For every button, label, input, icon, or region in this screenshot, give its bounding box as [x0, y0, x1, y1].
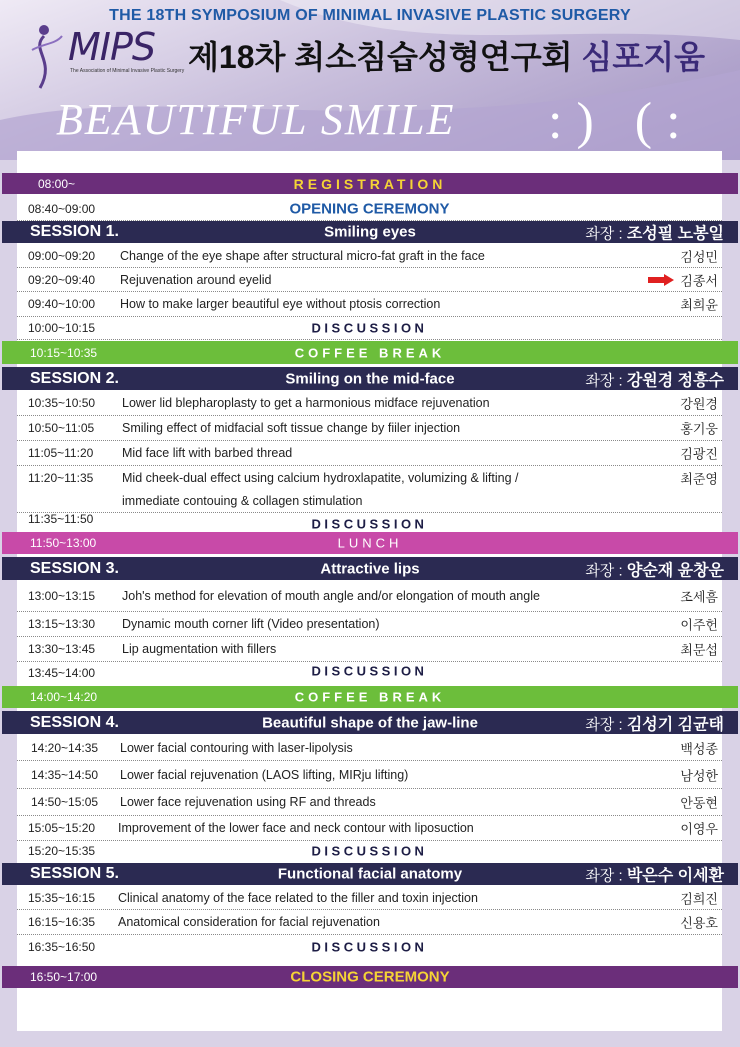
talk-row: [17, 416, 722, 441]
discussion-time: 15:20~15:35: [28, 844, 96, 858]
talk-title: Joh's method for elevation of mouth angle and/or elongation of mouth angle: [122, 589, 540, 603]
break-time: 11:50~13:00: [30, 536, 97, 550]
break-label: COFFEE BREAK: [294, 689, 446, 705]
session-chairs: 좌장 : 강원경 정흥수: [585, 372, 724, 389]
talk-row: [17, 244, 722, 268]
session-title: Beautiful shape of the jaw-line: [262, 714, 478, 731]
talk-row: [17, 581, 722, 612]
korean-title-accent: 심포지움: [581, 39, 706, 75]
talk-time: 09:40~10:00: [28, 297, 96, 311]
discussion-time: 16:35~16:50: [28, 940, 96, 954]
talk-time: 10:50~11:05: [28, 421, 95, 435]
registration-time: 08:00~: [38, 176, 76, 191]
talk-time: 11:20~11:35: [28, 471, 94, 485]
talk-row: [17, 268, 722, 292]
talk-speaker: 백성종: [680, 741, 718, 756]
talk-row: [17, 910, 722, 935]
session-chairs: 좌장 : 김성기 김균태: [585, 716, 724, 733]
discussion-row: [17, 513, 722, 531]
session-chairs: 좌장 : 조성필 노봉일: [585, 225, 724, 243]
talk-title: Improvement of the lower face and neck contour with liposuction: [118, 821, 474, 835]
discussion-label: DISCUSSION: [311, 320, 428, 336]
session-number: SESSION 2.: [30, 369, 119, 387]
session-number: SESSION 5.: [30, 865, 119, 882]
talk-time: 14:35~14:50: [31, 767, 99, 782]
opening-time: 08:40~09:00: [28, 201, 96, 216]
talk-time: 10:35~10:50: [28, 396, 96, 410]
session-title: Attractive lips: [320, 560, 420, 577]
talk-time: 16:15~16:35: [28, 915, 96, 929]
talk-time: 14:50~15:05: [31, 795, 99, 809]
discussion-label: DISCUSSION: [311, 843, 428, 859]
talk-speaker: 신용호: [680, 915, 718, 931]
discussion-row: [17, 317, 722, 340]
talk-title: Rejuvenation around eyelid: [120, 272, 272, 287]
talk-time: 13:00~13:15: [28, 589, 96, 603]
talk-speaker: 이영우: [680, 821, 718, 837]
discussion-row: [17, 662, 722, 684]
talk-title: Mid face lift with barbed thread: [122, 446, 293, 460]
talk-speaker: 김희진: [680, 891, 718, 906]
session-number: SESSION 4.: [30, 713, 119, 731]
talk-title: Lower facial rejuvenation (LAOS lifting, MIRju lifting): [120, 767, 409, 782]
talk-time: 15:35~16:15: [28, 890, 96, 905]
session-2-header: [2, 367, 738, 390]
discussion-row: [17, 841, 722, 861]
session-chairs: 좌장 : 양순재 윤창운: [585, 562, 724, 579]
session-number: SESSION 3.: [30, 559, 119, 577]
tagline: BEAUTIFUL SMILE: [56, 95, 456, 144]
talk-time: 13:15~13:30: [28, 617, 96, 631]
talk-speaker: 김종서: [680, 273, 718, 288]
talk-title: Lip augmentation with fillers: [122, 642, 277, 656]
break-time: 14:00~14:20: [30, 690, 98, 704]
talk-title: Lower lid blepharoplasty to get a harmonious midface rejuvenation: [122, 396, 490, 410]
discussion-row: [17, 935, 722, 959]
closing-strip: [2, 966, 738, 988]
talk-title: Mid cheek-dual effect using calcium hydroxlapatite, volumizing & lifting /: [122, 471, 519, 485]
talk-time: 09:00~09:20: [28, 248, 96, 263]
talk-time: 13:30~13:45: [28, 642, 96, 656]
talk-time: 15:05~15:20: [28, 821, 96, 835]
talk-title: Smiling effect of midfacial soft tissue change by fiiler injection: [122, 421, 461, 435]
talk-row: [17, 391, 722, 416]
talk-title: Clinical anatomy of the face related to the filler and toxin injection: [118, 890, 478, 905]
talk-row: [17, 612, 722, 637]
session-3-header: [2, 557, 738, 580]
talk-time: 11:05~11:20: [28, 446, 94, 460]
coffee-break-strip: [2, 341, 738, 364]
break-label: COFFEE BREAK: [294, 345, 446, 360]
discussion-time: 11:35~11:50: [28, 512, 94, 526]
mips-logo-text: MIPS: [68, 25, 156, 69]
talk-row: [17, 466, 722, 513]
opening-row: [17, 197, 722, 221]
talk-title: Change of the eye shape after structural micro-fat graft in the face: [120, 248, 485, 263]
talk-row: [17, 789, 722, 816]
talk-speaker: 김광진: [680, 446, 718, 462]
discussion-time: 10:00~10:15: [28, 321, 96, 335]
discussion-label: DISCUSSION: [311, 663, 428, 679]
talk-speaker: 최준영: [680, 471, 718, 487]
talk-row: [17, 637, 722, 662]
talk-title: Anatomical consideration for facial rejuvenation: [118, 915, 380, 929]
session-1-header: [2, 221, 738, 243]
break-time: 10:15~10:35: [30, 345, 98, 360]
talk-row: [17, 292, 722, 317]
discussion-time: 13:45~14:00: [28, 666, 96, 680]
talk-speaker: 최희윤: [680, 297, 718, 313]
talk-speaker: 이주헌: [680, 617, 718, 633]
talk-title: How to make larger beautiful eye without ptosis correction: [120, 297, 441, 311]
closing-label: CLOSING CEREMONY: [290, 968, 450, 986]
talk-time: 09:20~09:40: [28, 272, 96, 287]
talk-speaker: 홍기웅: [680, 421, 718, 437]
talk-speaker: 안동현: [680, 795, 718, 811]
talk-title: Dynamic mouth corner lift (Video presentation): [122, 617, 380, 631]
session-5-header: [2, 863, 738, 885]
talk-row: [17, 441, 722, 466]
korean-title-main: 제18차 최소침습성형연구회: [188, 39, 573, 75]
symposium-subtitle: THE 18TH SYMPOSIUM OF MINIMAL INVASIVE PLASTIC SURGERY: [109, 7, 631, 24]
mips-logo-icon: [26, 14, 66, 90]
talk-speaker: 최문섭: [680, 642, 718, 658]
talk-time: 14:20~14:35: [31, 740, 99, 755]
talk-title-continued: immediate contouing & collagen stimulation: [122, 494, 363, 508]
talk-row: [17, 761, 722, 789]
korean-title: [188, 32, 705, 78]
highlight-arrow-icon: [648, 274, 674, 286]
smiley-decoration: :) (:: [548, 93, 695, 150]
opening-label: OPENING CEREMONY: [289, 200, 450, 217]
talk-row: [17, 816, 722, 841]
break-label: LUNCH: [337, 535, 403, 551]
session-4-header: [2, 711, 738, 734]
talk-title: Lower face rejuvenation using RF and threads: [120, 795, 376, 809]
closing-time: 16:50~17:00: [30, 970, 98, 984]
session-title: Functional facial anatomy: [277, 865, 463, 883]
talk-title: Lower facial contouring with laser-lipolysis: [120, 740, 353, 755]
session-title: Smiling eyes: [324, 223, 416, 241]
registration-strip: [2, 173, 738, 194]
talk-row: [17, 886, 722, 910]
talk-speaker: 김성민: [680, 249, 718, 264]
session-number: SESSION 1.: [30, 223, 119, 240]
talk-speaker: 강원경: [680, 396, 718, 412]
session-chairs: 좌장 : 박은수 이세환: [585, 867, 724, 885]
coffee-break-strip: [2, 686, 738, 708]
discussion-label: DISCUSSION: [311, 939, 428, 955]
lunch-strip: [2, 532, 738, 554]
session-title: Smiling on the mid-face: [285, 370, 455, 387]
talk-row: [17, 735, 722, 761]
mips-logo-subtext: The Association of Minimal Invasive Plastic Surgery: [70, 68, 185, 74]
registration-label: REGISTRATION: [293, 175, 447, 192]
talk-speaker: 조세흠: [680, 589, 718, 605]
discussion-label: DISCUSSION: [311, 516, 428, 532]
talk-speaker: 남성한: [680, 768, 718, 783]
